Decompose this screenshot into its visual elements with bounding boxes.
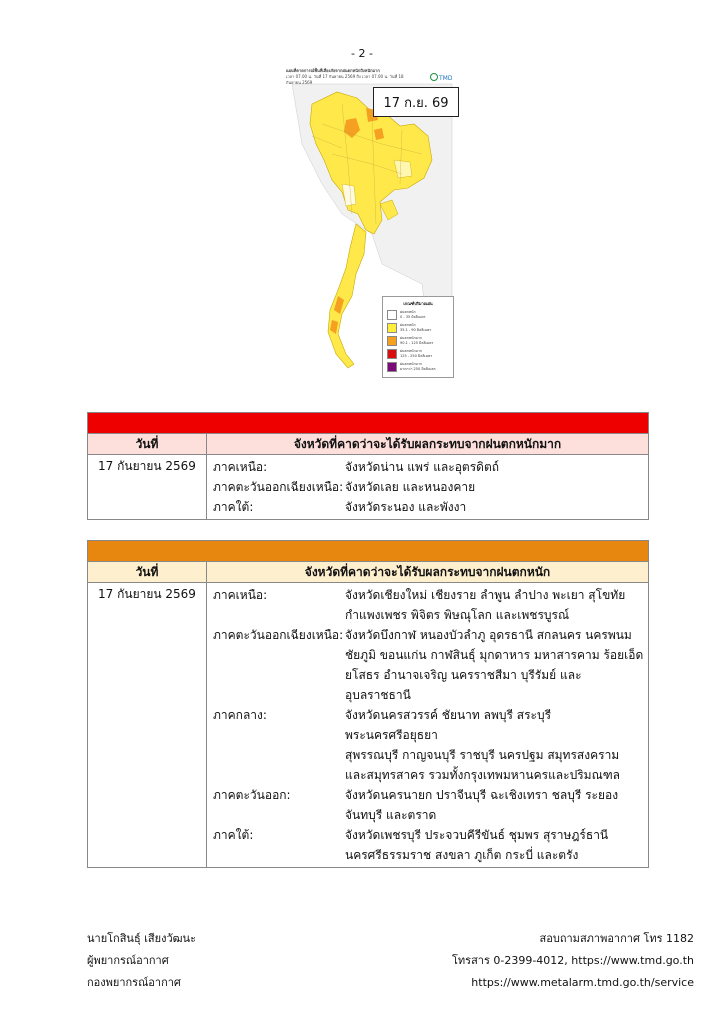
region-name: ภาคเหนือ:: [213, 588, 268, 602]
forecaster-name: นายโกสินธุ์ เสียงวัฒนะ: [87, 932, 196, 945]
table-row: [88, 582, 648, 867]
legend-range: 35.1 - 90 มิลลิเมตร: [400, 327, 432, 332]
map-title-line2: เวลา 07.00 น. วันที่ 17 กันยายน 2569 ถึง เวลา 07.00 น. วันที่ 18 กันยายน 2569: [286, 74, 404, 85]
legend-swatch: [387, 362, 397, 372]
header-title: จังหวัดที่คาดว่าจะได้รับผลกระทบจากฝนตกหนัก: [304, 565, 551, 579]
legend-label: ฝนตกหนัก: [400, 310, 416, 314]
map-title: [286, 68, 416, 86]
province-list: จังหวัดนครนายก ปราจีนบุรี ฉะเชิงเทรา ชลบุรี ระยอง: [345, 788, 619, 802]
region-name: ภาคกลาง:: [213, 708, 267, 722]
table-row: [88, 454, 648, 519]
forecaster-title: ผู้พยากรณ์อากาศ: [87, 954, 169, 967]
legend-swatch: [387, 310, 397, 320]
heavy-rain-table: [87, 540, 649, 868]
header-title: จังหวัดที่คาดว่าจะได้รับผลกระทบจากฝนตกหนักมาก: [293, 437, 562, 451]
province-list: จังหวัดบึงกาฬ หนองบัวลำภู อุดรธานี สกลนคร นครพนม: [345, 628, 632, 642]
region-northeast: [213, 625, 648, 705]
region-name: ภาคตะวันออกเฉียงเหนือ:: [213, 628, 344, 642]
region-south: [213, 825, 648, 865]
legend-range: 125 - 250 มิลลิเมตร: [400, 353, 433, 358]
legend-label: ฝนตกหนักมาก: [400, 336, 423, 340]
header-date: วันที่: [88, 434, 207, 454]
legend-item: [387, 336, 453, 346]
legend-swatch: [387, 323, 397, 333]
legend-label: ฝนตกหนักมาก: [400, 362, 423, 366]
hotline: สอบถามสภาพอากาศ โทร 1182: [539, 932, 694, 945]
table-header: [88, 561, 648, 582]
red-alert-bar: [88, 413, 648, 433]
legend-title: เกณฑ์ปริมาณฝน: [403, 301, 433, 306]
metalarm-link[interactable]: https://www.metalarm.tmd.go.th/service: [471, 976, 694, 989]
tmd-logo-icon: [430, 71, 452, 83]
province-list: นครศรีธรรมราช สงขลา ภูเก็ต กระบี่ และตรัง: [345, 848, 579, 862]
region-name: ภาคใต้:: [213, 500, 254, 514]
province-list: และสมุทรสาคร รวมทั้งกรุงเทพมหานครและปริมณฑล: [345, 768, 621, 782]
province-list: จังหวัดเลย และหนองคาย: [345, 480, 476, 494]
legend-label: ฝนตกหนักมาก: [400, 349, 423, 353]
province-list: จังหวัดเชียงใหม่ เชียงราย ลำพูน ลำปาง พะเยา สุโขทัย: [345, 588, 626, 602]
province-list: จังหวัดเพชรบุรี ประจวบคีรีขันธ์ ชุมพร สุราษฎร์ธานี: [345, 828, 609, 842]
province-list: ชัยภูมิ ขอนแก่น กาฬสินธุ์ มุกดาหาร มหาสารคาม ร้อยเอ็ด: [345, 648, 644, 662]
map-date-label: 17 ก.ย. 69: [373, 87, 459, 117]
region-northeast: [213, 477, 648, 497]
legend-item: [387, 310, 453, 320]
legend-item: [387, 323, 453, 333]
tmd-logo-text: TMD: [439, 75, 452, 82]
legend-swatch: [387, 336, 397, 346]
region-central: [213, 705, 648, 785]
region-name: ภาคเหนือ:: [213, 460, 268, 474]
row-date: 17 กันยายน 2569: [88, 455, 207, 519]
province-list: กำแพงเพชร พิจิตร พิษณุโลก และเพชรบูรณ์: [345, 608, 570, 622]
legend-swatch: [387, 349, 397, 359]
orange-alert-bar: [88, 541, 648, 561]
region-name: ภาคใต้:: [213, 828, 254, 842]
province-list: จังหวัดน่าน แพร่ และอุตรดิตถ์: [345, 460, 500, 474]
fax-website[interactable]: โทรสาร 0-2399-4012, https://www.tmd.go.th: [452, 954, 694, 967]
province-list: จันทบุรี และตราด: [345, 808, 437, 822]
legend-range: มากกว่า 250 มิลลิเมตร: [400, 366, 436, 371]
region-east: [213, 785, 648, 825]
region-name: ภาคตะวันออกเฉียงเหนือ:: [213, 480, 344, 494]
footer-contact: [452, 928, 694, 994]
province-list: สุพรรณบุรี กาญจนบุรี ราชบุรี นครปฐม สมุทรสงคราม: [345, 748, 620, 762]
region-north: [213, 585, 648, 625]
region-south: [213, 497, 648, 517]
legend-item: [387, 362, 453, 372]
map-title-line1: แผนที่คาดการณ์พื้นที่เสี่ยงภัยจากฝนตกหนักถึงหนักมาก: [286, 68, 380, 73]
page-number: - 2 -: [351, 47, 373, 60]
legend-range: 90.1 - 125 มิลลิเมตร: [400, 340, 434, 345]
legend-item: [387, 349, 453, 359]
table-header: [88, 433, 648, 454]
header-date: วันที่: [88, 562, 207, 582]
legend-range: 0 - 35 มิลลิเมตร: [400, 314, 426, 319]
footer-signature: [87, 928, 196, 994]
row-date: 17 กันยายน 2569: [88, 583, 207, 867]
province-list: ยโสธร อำนาจเจริญ นครราชสีมา บุรีรัมย์ และอุบลราชธานี: [345, 668, 582, 702]
province-list: จังหวัดนครสวรรค์ ชัยนาท ลพบุรี สระบุรี พระนครศรีอยุธยา: [345, 708, 552, 742]
region-name: ภาคตะวันออก:: [213, 788, 291, 802]
region-north: [213, 457, 648, 477]
tmd-logo: [430, 68, 452, 80]
forecast-division: กองพยากรณ์อากาศ: [87, 976, 181, 989]
very-heavy-rain-table: [87, 412, 649, 520]
legend-label: ฝนตกหนัก: [400, 323, 416, 327]
map-legend: [382, 296, 454, 378]
province-list: จังหวัดระนอง และพังงา: [345, 500, 467, 514]
